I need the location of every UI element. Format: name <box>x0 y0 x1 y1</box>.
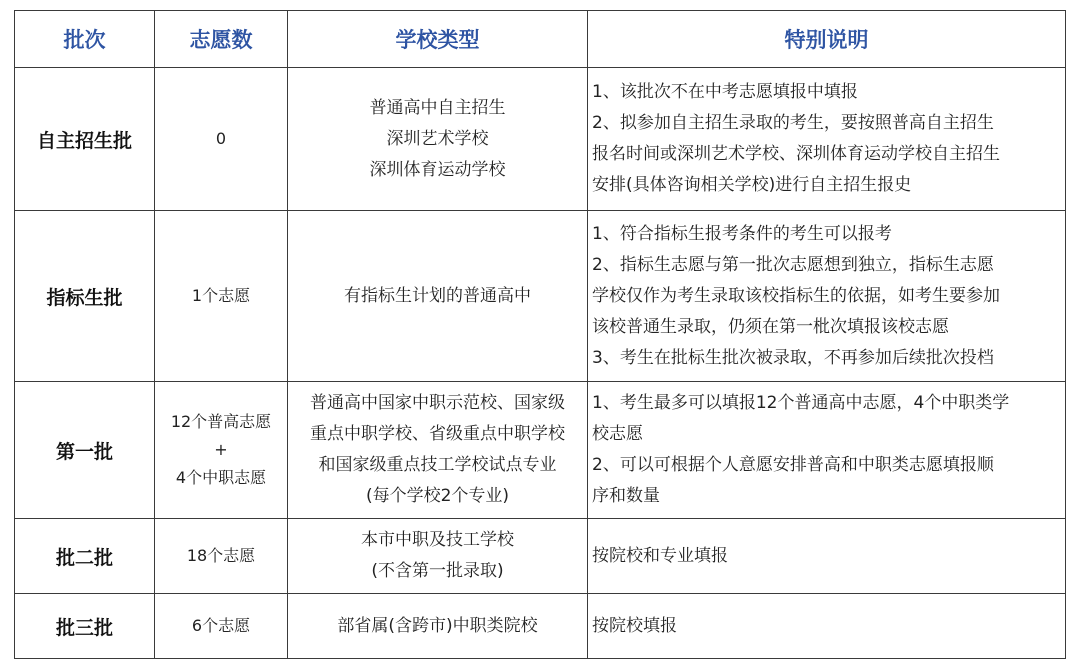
notes-cell <box>588 382 1066 519</box>
school-type-line: 部省属(含跨市)中职类院校 <box>337 615 538 636</box>
count-cell <box>155 594 288 659</box>
count-line: 12个普高志愿 <box>170 412 272 431</box>
count-cell <box>155 68 288 211</box>
school-type-line: 深圳体育运动学校 <box>369 159 506 180</box>
batch-cell: 批三批 <box>15 594 155 659</box>
header-row <box>15 11 1066 68</box>
table-row <box>15 68 1066 211</box>
school-type-line: 本市中职及技工学校 <box>361 530 514 550</box>
note-line: 1、该批次不在中考志愿填报中填报 <box>592 82 858 102</box>
note-line: 3、考生在批标生批次被录取，不再参加后续批次投档 <box>592 347 994 368</box>
school-type-line: 普通高中国家中职示范校、国家级 <box>310 393 565 413</box>
count-line: 6个志愿 <box>191 616 251 635</box>
notes-cell <box>588 211 1066 382</box>
notes-cell <box>588 68 1066 211</box>
school-type-line: 普通高中自主招生 <box>369 97 506 118</box>
note-line: 2、可以可根据个人意愿安排普高和中职类志愿填报顺 <box>592 455 994 475</box>
school-type-cell <box>288 382 588 519</box>
batch-cell: 第一批 <box>15 382 155 519</box>
note-line: 安排(具体咨询相关学校)进行自主招生报史 <box>592 175 912 195</box>
school-type-line: 有指标生计划的普通高中 <box>344 285 531 306</box>
note-line: 1、考生最多可以填报12个普通高中志愿，4个中职类学 <box>592 393 1010 413</box>
note-line: 1、符合指标生报考条件的考生可以报考 <box>592 223 892 244</box>
note-line: 按院校填报 <box>592 615 677 636</box>
header-batch: 批次 <box>15 11 155 68</box>
table-row <box>15 519 1066 594</box>
school-type-cell <box>288 211 588 382</box>
batch-table <box>14 10 1066 659</box>
school-type-cell <box>288 68 588 211</box>
header-school-type: 学校类型 <box>288 11 588 68</box>
count-line: 18个志愿 <box>186 546 256 565</box>
count-line: + <box>214 440 228 459</box>
count-cell <box>155 211 288 382</box>
school-type-line: 和国家级重点技工学校试点专业 <box>318 455 557 475</box>
header-count: 志愿数 <box>155 11 288 68</box>
count-line: 1个志愿 <box>191 286 251 305</box>
note-line: 序和数量 <box>592 486 660 506</box>
table-row <box>15 594 1066 659</box>
count-line: 0 <box>215 129 227 148</box>
header-notes: 特别说明 <box>588 11 1066 68</box>
note-line: 学校仅作为考生录取该校指标生的依据，如考生要参加 <box>592 285 1000 306</box>
school-type-cell <box>288 519 588 594</box>
notes-cell <box>588 594 1066 659</box>
school-type-line: (每个学校2个专业) <box>365 486 510 506</box>
count-cell <box>155 382 288 519</box>
note-line: 按院校和专业填报 <box>592 545 728 566</box>
note-line: 校志愿 <box>592 424 643 444</box>
notes-cell <box>588 519 1066 594</box>
school-type-cell <box>288 594 588 659</box>
school-type-line: 重点中职学校、省级重点中职学校 <box>310 424 565 444</box>
table-row <box>15 382 1066 519</box>
count-line: 4个中职志愿 <box>175 468 267 487</box>
note-line: 2、指标生志愿与第一批次志愿想到独立，指标生志愿 <box>592 254 994 275</box>
batch-cell: 指标生批 <box>15 211 155 382</box>
note-line: 报名时间或深圳艺术学校、深圳体育运动学校自主招生 <box>592 144 1000 164</box>
school-type-line: 深圳艺术学校 <box>386 128 489 149</box>
batch-cell: 自主招生批 <box>15 68 155 211</box>
table-row <box>15 211 1066 382</box>
count-cell <box>155 519 288 594</box>
school-type-line: (不含第一批录取) <box>371 561 504 581</box>
batch-cell: 批二批 <box>15 519 155 594</box>
note-line: 该校普通生录取，仍须在第一枇次填报该校志愿 <box>592 316 949 337</box>
note-line: 2、拟参加自主招生录取的考生，要按照普高自主招生 <box>592 113 994 133</box>
